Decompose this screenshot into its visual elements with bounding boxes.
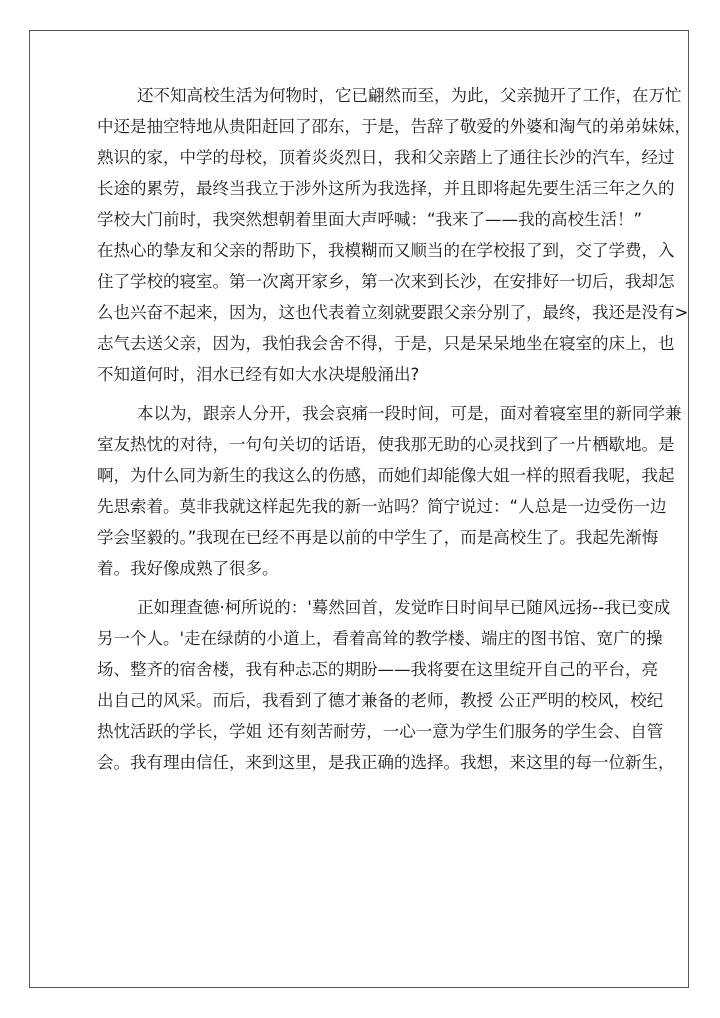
paragraph-2 bbox=[97, 404, 682, 579]
text-line: 出自己的风采。而后，我看到了德才兼备的老师，教授 公正严明的校风，校纪 bbox=[97, 691, 664, 710]
text-line: 志气去送父亲，因为，我怕我会舍不得，于是，只是呆呆地坐在寝室的床上，也 bbox=[97, 334, 675, 353]
text-line: 热忱活跃的学长，学姐 还有刻苦耐劳，一心一意为学生们服务的学生会、自管 bbox=[97, 722, 664, 741]
text-line: 啊，为什么同为新生的我这么的伤感，而她们却能像大姐一样的照看我呢，我起 bbox=[97, 466, 675, 485]
document-body bbox=[97, 86, 691, 773]
text-line: 会。我有理由信任，来到这里，是我正确的选择。我想，来这里的每一位新生， bbox=[97, 753, 675, 772]
text-line: 学校大门前时，我突然想朝着里面大声呼喊：“我来了——我的高校生活！” bbox=[97, 210, 643, 229]
text-line: 场、整齐的宿舍楼，我有种忐忑的期盼——我将要在这里绽开自己的平台，亮 bbox=[97, 660, 658, 679]
text-line: 本以为，跟亲人分开，我会哀痛一段时间，可是，面对着寝室里的新同学兼 bbox=[137, 404, 682, 423]
text-line: 住了学校的寝室。第一次离开家乡，第一次来到长沙，在安排好一切后，我却怎 bbox=[97, 272, 675, 291]
paragraph-3 bbox=[97, 598, 675, 773]
text-line: 长途的累劳，最终当我立于涉外这所为我选择，并且即将起先要生活三年之久的 bbox=[97, 179, 675, 198]
text-line: 不知道何时，泪水已经有如大水决堤般涌出? bbox=[97, 365, 420, 384]
text-line: 学会坚毅的。”我现在已经不再是以前的中学生了，而是高校生了。我起先渐悔 bbox=[97, 528, 659, 547]
text-line: 先思索着。莫非我就这样起先我的新一站吗？简宁说过：“人总是一边受伤一边 bbox=[97, 497, 667, 516]
text-line: 中还是抽空特地从贵阳赶回了邵东，于是，告辞了敬爱的外婆和淘气的弟弟妹妹， bbox=[97, 117, 691, 136]
text-line: 另一个人。'走在绿荫的小道上，看着高耸的教学楼、端庄的图书馆、宽广的操 bbox=[97, 629, 663, 648]
text-line: 着。我好像成熟了很多。 bbox=[97, 559, 279, 578]
text-line: 室友热忱的对待，一句句关切的话语，使我那无助的心灵找到了一片栖歇地。是 bbox=[97, 435, 675, 454]
text-line: 在热心的挚友和父亲的帮助下，我模糊而又顺当的在学校报了到，交了学费，入 bbox=[97, 241, 675, 260]
text-line: 正如理查德·柯所说的：'蓦然回首，发觉昨日时间早已随风远扬--我已变成 bbox=[137, 598, 671, 617]
text-line: 熟识的家，中学的母校，顶着炎炎烈日，我和父亲踏上了通往长沙的汽车，经过 bbox=[97, 148, 675, 167]
text-line: 么也兴奋不起来，因为，这也代表着立刻就要跟父亲分别了，最终，我还是没有> bbox=[97, 303, 689, 322]
text-line: 还不知高校生活为何物时，它已翩然而至，为此，父亲抛开了工作，在万忙 bbox=[137, 86, 682, 105]
paragraph-1 bbox=[97, 86, 691, 385]
